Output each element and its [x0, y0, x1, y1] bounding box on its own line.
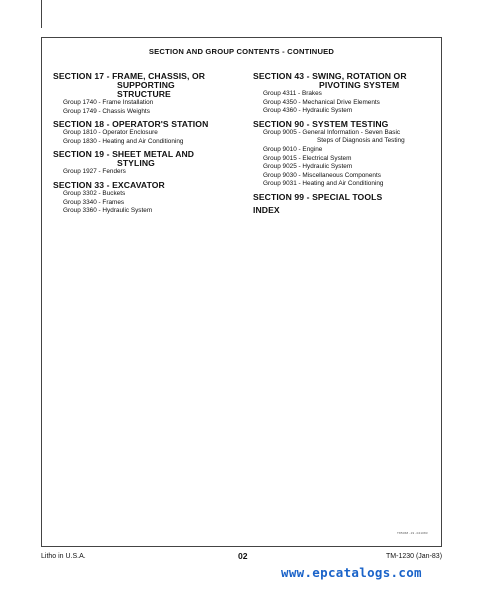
group-entry: Group 9025 - Hydraulic System [263, 163, 353, 171]
left-column [53, 72, 238, 220]
section-heading-line: STYLING [117, 158, 155, 169]
section-33 [53, 181, 238, 216]
section-heading-line: SECTION 90 - SYSTEM TESTING [253, 118, 389, 129]
right-column [253, 72, 438, 219]
section-heading-line: SECTION 18 - OPERATOR'S STATION [53, 119, 209, 130]
group-entry: Group 1830 - Heating and Air Conditioning [63, 137, 184, 145]
section-heading [53, 72, 238, 99]
group-entry: Group 3360 - Hydraulic System [63, 207, 153, 215]
group-entry: Group 9030 - Miscellaneous Components [263, 171, 381, 179]
page-number: 02 [238, 551, 248, 561]
section-heading-line: STRUCTURE [117, 89, 171, 99]
group-entry: Group 9031 - Heating and Air Conditioning [263, 180, 384, 188]
group-entry: Group 1740 - Frame Installation [63, 99, 154, 106]
section-heading [253, 193, 438, 202]
footer-doc-code: TM-1230 (Jan-83) [386, 553, 443, 560]
section-heading [253, 120, 438, 129]
watermark-link[interactable]: www.epcatalogs.com [281, 565, 422, 580]
page-title: SECTION AND GROUP CONTENTS - CONTINUED [148, 47, 335, 56]
section-43 [253, 72, 438, 116]
section-heading [253, 206, 438, 215]
section-heading [53, 181, 238, 190]
section-heading-line: SECTION 43 - SWING, ROTATION OR [253, 71, 407, 81]
group-entry: Group 4360 - Hydraulic System [263, 107, 353, 115]
group-entry: Group 4311 - Brakes [263, 90, 322, 97]
section-heading-line: SECTION 17 - FRAME, CHASSIS, OR [53, 71, 206, 81]
group-entry: Group 1749 - Chassis Weights [63, 107, 150, 115]
section-90 [253, 120, 438, 189]
group-entry-continuation: Steps of Diagnosis and Testing [317, 137, 405, 145]
section-99 [253, 193, 438, 202]
index-section [253, 206, 438, 215]
section-heading-line: SUPPORTING [117, 80, 175, 90]
section-19 [53, 150, 238, 177]
group-entry: Group 9010 - Engine [263, 145, 323, 153]
group-entry: Group 3340 - Frames [63, 198, 125, 206]
group-entry: Group 9015 - Electrical System [263, 154, 352, 162]
group-entry: Group 4350 - Mechanical Drive Elements [263, 98, 380, 106]
group-entry: Group 1810 - Operator Enclosure [63, 129, 158, 137]
section-17 [53, 72, 238, 116]
group-entry: Group 1927 - Fenders [63, 168, 126, 176]
section-heading-line: INDEX [253, 204, 280, 215]
section-18 [53, 120, 238, 146]
footer-litho: Litho in U.S.A. [41, 553, 86, 560]
section-heading-line: SECTION 33 - EXCAVATOR [53, 179, 165, 190]
section-heading [53, 150, 238, 168]
section-heading-line: PIVOTING SYSTEM [319, 80, 400, 90]
section-heading [53, 120, 238, 129]
print-stamp: T85068 -19 -041083 [397, 531, 428, 535]
top-left-rule [41, 0, 42, 28]
section-heading-line: SECTION 99 - SPECIAL TOOLS [253, 191, 383, 202]
section-heading [253, 72, 438, 90]
group-entry: Group 3302 - Buckets [63, 189, 126, 197]
section-heading-line: SECTION 19 - SHEET METAL AND [53, 149, 195, 160]
group-entry: Group 9005 - General Information - Seven Basic [263, 128, 401, 136]
